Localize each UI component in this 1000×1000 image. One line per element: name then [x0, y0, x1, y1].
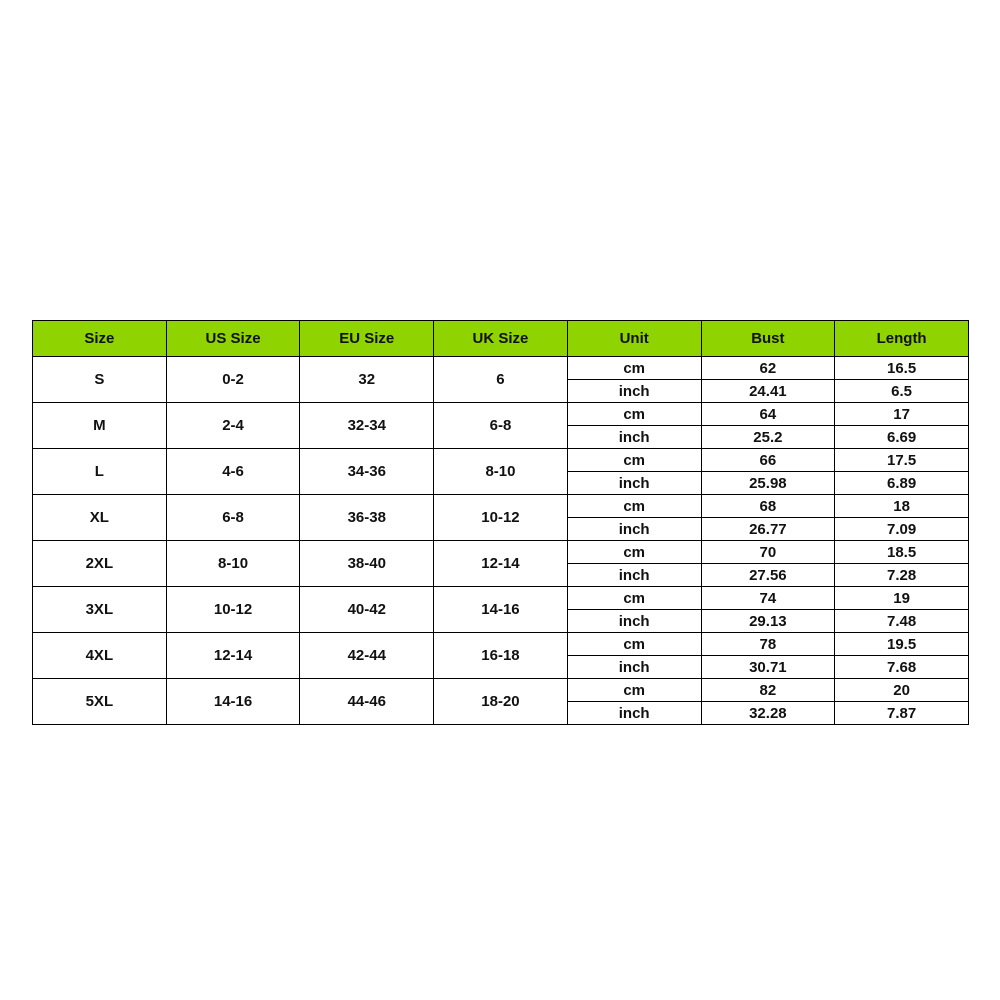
header-bust: Bust — [701, 321, 835, 357]
us-size-cell: 2-4 — [166, 403, 300, 449]
unit-cell: cm — [567, 587, 701, 610]
table-row — [33, 449, 969, 472]
eu-size-cell: 34-36 — [300, 449, 434, 495]
length-cell: 6.5 — [835, 380, 969, 403]
length-cell: 16.5 — [835, 357, 969, 380]
bust-cell: 30.71 — [701, 656, 835, 679]
bust-cell: 68 — [701, 495, 835, 518]
length-cell: 7.09 — [835, 518, 969, 541]
header-unit: Unit — [567, 321, 701, 357]
bust-cell: 27.56 — [701, 564, 835, 587]
unit-cell: inch — [567, 426, 701, 449]
bust-cell: 64 — [701, 403, 835, 426]
unit-cell: inch — [567, 702, 701, 725]
eu-size-cell: 44-46 — [300, 679, 434, 725]
us-size-cell: 6-8 — [166, 495, 300, 541]
length-cell: 6.89 — [835, 472, 969, 495]
uk-size-cell: 16-18 — [434, 633, 568, 679]
length-cell: 6.69 — [835, 426, 969, 449]
table-row — [33, 587, 969, 610]
bust-cell: 78 — [701, 633, 835, 656]
unit-cell: cm — [567, 541, 701, 564]
length-cell: 7.68 — [835, 656, 969, 679]
length-cell: 7.48 — [835, 610, 969, 633]
bust-cell: 74 — [701, 587, 835, 610]
header-eu-size: EU Size — [300, 321, 434, 357]
bust-cell: 25.2 — [701, 426, 835, 449]
bust-cell: 62 — [701, 357, 835, 380]
length-cell: 19.5 — [835, 633, 969, 656]
size-cell: 4XL — [33, 633, 167, 679]
size-cell: XL — [33, 495, 167, 541]
unit-cell: cm — [567, 679, 701, 702]
header-uk-size: UK Size — [434, 321, 568, 357]
length-cell: 18.5 — [835, 541, 969, 564]
eu-size-cell: 32 — [300, 357, 434, 403]
bust-cell: 29.13 — [701, 610, 835, 633]
size-cell: L — [33, 449, 167, 495]
uk-size-cell: 14-16 — [434, 587, 568, 633]
header-size: Size — [33, 321, 167, 357]
us-size-cell: 14-16 — [166, 679, 300, 725]
eu-size-cell: 36-38 — [300, 495, 434, 541]
length-cell: 17 — [835, 403, 969, 426]
bust-cell: 32.28 — [701, 702, 835, 725]
us-size-cell: 10-12 — [166, 587, 300, 633]
header-length: Length — [835, 321, 969, 357]
unit-cell: cm — [567, 403, 701, 426]
uk-size-cell: 10-12 — [434, 495, 568, 541]
size-cell: M — [33, 403, 167, 449]
size-cell: 2XL — [33, 541, 167, 587]
unit-cell: inch — [567, 656, 701, 679]
table-row — [33, 357, 969, 380]
uk-size-cell: 8-10 — [434, 449, 568, 495]
eu-size-cell: 40-42 — [300, 587, 434, 633]
length-cell: 20 — [835, 679, 969, 702]
bust-cell: 24.41 — [701, 380, 835, 403]
bust-cell: 26.77 — [701, 518, 835, 541]
length-cell: 7.28 — [835, 564, 969, 587]
unit-cell: cm — [567, 495, 701, 518]
uk-size-cell: 6 — [434, 357, 568, 403]
size-cell: S — [33, 357, 167, 403]
bust-cell: 82 — [701, 679, 835, 702]
length-cell: 7.87 — [835, 702, 969, 725]
table-row — [33, 633, 969, 656]
bust-cell: 66 — [701, 449, 835, 472]
header-us-size: US Size — [166, 321, 300, 357]
unit-cell: inch — [567, 380, 701, 403]
unit-cell: inch — [567, 564, 701, 587]
eu-size-cell: 42-44 — [300, 633, 434, 679]
unit-cell: inch — [567, 518, 701, 541]
eu-size-cell: 38-40 — [300, 541, 434, 587]
uk-size-cell: 12-14 — [434, 541, 568, 587]
bust-cell: 70 — [701, 541, 835, 564]
unit-cell: cm — [567, 633, 701, 656]
size-chart-table — [32, 320, 969, 725]
unit-cell: cm — [567, 357, 701, 380]
eu-size-cell: 32-34 — [300, 403, 434, 449]
bust-cell: 25.98 — [701, 472, 835, 495]
table-row — [33, 495, 969, 518]
table-row — [33, 403, 969, 426]
us-size-cell: 0-2 — [166, 357, 300, 403]
table-body — [33, 357, 969, 725]
length-cell: 18 — [835, 495, 969, 518]
length-cell: 17.5 — [835, 449, 969, 472]
uk-size-cell: 6-8 — [434, 403, 568, 449]
us-size-cell: 4-6 — [166, 449, 300, 495]
uk-size-cell: 18-20 — [434, 679, 568, 725]
us-size-cell: 8-10 — [166, 541, 300, 587]
header-row — [33, 321, 969, 357]
unit-cell: inch — [567, 472, 701, 495]
size-cell: 5XL — [33, 679, 167, 725]
us-size-cell: 12-14 — [166, 633, 300, 679]
table-row — [33, 541, 969, 564]
length-cell: 19 — [835, 587, 969, 610]
unit-cell: inch — [567, 610, 701, 633]
unit-cell: cm — [567, 449, 701, 472]
table-row — [33, 679, 969, 702]
size-cell: 3XL — [33, 587, 167, 633]
